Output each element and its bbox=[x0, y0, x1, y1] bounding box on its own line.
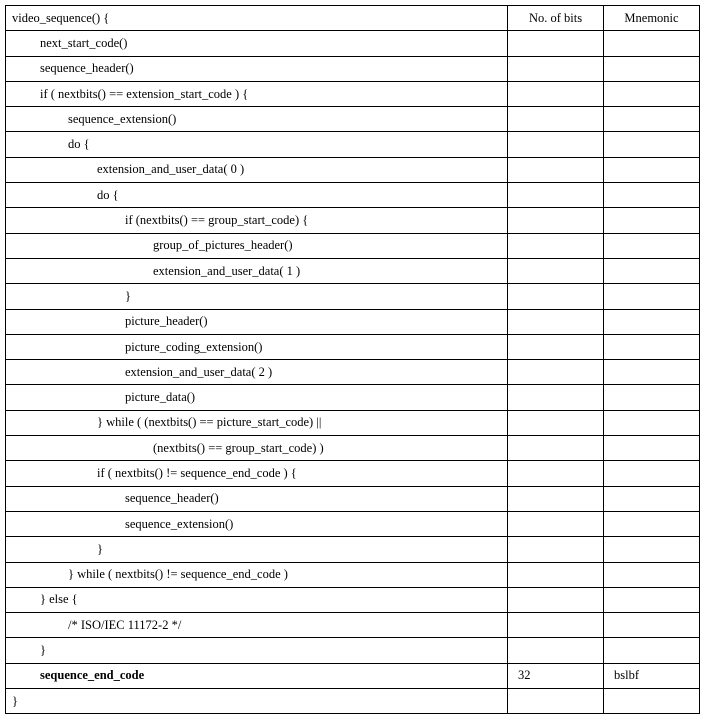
mnemonic-cell: bslbf bbox=[604, 663, 700, 688]
syntax-cell: sequence_header() bbox=[6, 486, 508, 511]
bits-cell bbox=[508, 183, 604, 208]
syntax-header: video_sequence() { bbox=[6, 6, 508, 31]
bits-cell bbox=[508, 613, 604, 638]
mnemonic-cell bbox=[604, 157, 700, 182]
syntax-cell: if ( nextbits() == extension_start_code ) { bbox=[6, 81, 508, 106]
bits-cell bbox=[508, 461, 604, 486]
table-row bbox=[6, 284, 700, 309]
syntax-cell: picture_data() bbox=[6, 385, 508, 410]
mnemonic-cell bbox=[604, 511, 700, 536]
bits-cell bbox=[508, 360, 604, 385]
bits-cell bbox=[508, 511, 604, 536]
bits-cell bbox=[508, 284, 604, 309]
mnemonic-cell bbox=[604, 107, 700, 132]
mnemonic-cell bbox=[604, 410, 700, 435]
mnemonic-cell bbox=[604, 638, 700, 663]
table-row bbox=[6, 81, 700, 106]
table-row bbox=[6, 258, 700, 283]
bits-cell bbox=[508, 436, 604, 461]
syntax-cell: sequence_extension() bbox=[6, 107, 508, 132]
table-row bbox=[6, 638, 700, 663]
syntax-cell: } bbox=[6, 689, 508, 714]
bits-cell bbox=[508, 258, 604, 283]
mnemonic-cell bbox=[604, 562, 700, 587]
table-row bbox=[6, 309, 700, 334]
table-row bbox=[6, 663, 700, 688]
syntax-cell: if (nextbits() == group_start_code) { bbox=[6, 208, 508, 233]
table-row bbox=[6, 31, 700, 56]
bits-cell bbox=[508, 410, 604, 435]
syntax-cell: do { bbox=[6, 183, 508, 208]
mnemonic-cell bbox=[604, 587, 700, 612]
bits-cell bbox=[508, 81, 604, 106]
syntax-cell: picture_header() bbox=[6, 309, 508, 334]
bits-cell bbox=[508, 486, 604, 511]
mnemonic-cell bbox=[604, 233, 700, 258]
bits-header: No. of bits bbox=[508, 6, 604, 31]
mnemonic-cell bbox=[604, 486, 700, 511]
syntax-cell: do { bbox=[6, 132, 508, 157]
bits-cell bbox=[508, 233, 604, 258]
syntax-cell: extension_and_user_data( 0 ) bbox=[6, 157, 508, 182]
table-row bbox=[6, 132, 700, 157]
mnemonic-cell bbox=[604, 208, 700, 233]
mnemonic-cell bbox=[604, 385, 700, 410]
mnemonic-header: Mnemonic bbox=[604, 6, 700, 31]
mnemonic-cell bbox=[604, 309, 700, 334]
syntax-cell: /* ISO/IEC 11172-2 */ bbox=[6, 613, 508, 638]
syntax-cell: sequence_extension() bbox=[6, 511, 508, 536]
table-row bbox=[6, 587, 700, 612]
syntax-cell: (nextbits() == group_start_code) ) bbox=[6, 436, 508, 461]
syntax-cell: } bbox=[6, 284, 508, 309]
mnemonic-cell bbox=[604, 689, 700, 714]
bits-cell bbox=[508, 587, 604, 612]
mnemonic-cell bbox=[604, 132, 700, 157]
syntax-cell: next_start_code() bbox=[6, 31, 508, 56]
mnemonic-cell bbox=[604, 56, 700, 81]
bits-cell bbox=[508, 208, 604, 233]
bits-cell bbox=[508, 537, 604, 562]
table-row bbox=[6, 613, 700, 638]
table-row bbox=[6, 436, 700, 461]
bits-cell: 32 bbox=[508, 663, 604, 688]
syntax-cell: sequence_header() bbox=[6, 56, 508, 81]
syntax-cell: extension_and_user_data( 1 ) bbox=[6, 258, 508, 283]
mnemonic-cell bbox=[604, 183, 700, 208]
table-row bbox=[6, 461, 700, 486]
bits-cell bbox=[508, 107, 604, 132]
video-sequence-syntax-table bbox=[5, 5, 700, 714]
table-row bbox=[6, 385, 700, 410]
table-row bbox=[6, 486, 700, 511]
mnemonic-cell bbox=[604, 360, 700, 385]
bits-cell bbox=[508, 31, 604, 56]
syntax-cell: if ( nextbits() != sequence_end_code ) { bbox=[6, 461, 508, 486]
table-header-row bbox=[6, 6, 700, 31]
syntax-cell: } while ( (nextbits() == picture_start_code) || bbox=[6, 410, 508, 435]
syntax-cell: } bbox=[6, 537, 508, 562]
syntax-cell: extension_and_user_data( 2 ) bbox=[6, 360, 508, 385]
table-row bbox=[6, 562, 700, 587]
bits-cell bbox=[508, 334, 604, 359]
syntax-cell: } else { bbox=[6, 587, 508, 612]
mnemonic-cell bbox=[604, 81, 700, 106]
syntax-cell: } while ( nextbits() != sequence_end_code ) bbox=[6, 562, 508, 587]
bits-cell bbox=[508, 132, 604, 157]
bits-cell bbox=[508, 56, 604, 81]
mnemonic-cell bbox=[604, 461, 700, 486]
table-row bbox=[6, 360, 700, 385]
mnemonic-cell bbox=[604, 31, 700, 56]
bits-cell bbox=[508, 638, 604, 663]
bits-cell bbox=[508, 385, 604, 410]
table-row bbox=[6, 511, 700, 536]
table-row bbox=[6, 208, 700, 233]
bits-cell bbox=[508, 689, 604, 714]
bits-cell bbox=[508, 157, 604, 182]
mnemonic-cell bbox=[604, 613, 700, 638]
mnemonic-cell bbox=[604, 284, 700, 309]
mnemonic-cell bbox=[604, 436, 700, 461]
syntax-cell: group_of_pictures_header() bbox=[6, 233, 508, 258]
bits-cell bbox=[508, 309, 604, 334]
table-row bbox=[6, 183, 700, 208]
table-row bbox=[6, 410, 700, 435]
mnemonic-cell bbox=[604, 258, 700, 283]
table-row bbox=[6, 56, 700, 81]
table-row bbox=[6, 689, 700, 714]
syntax-cell: } bbox=[6, 638, 508, 663]
table-row bbox=[6, 334, 700, 359]
mnemonic-cell bbox=[604, 537, 700, 562]
table-row bbox=[6, 107, 700, 132]
mnemonic-cell bbox=[604, 334, 700, 359]
syntax-cell: picture_coding_extension() bbox=[6, 334, 508, 359]
table-row bbox=[6, 157, 700, 182]
table-row bbox=[6, 537, 700, 562]
syntax-cell: sequence_end_code bbox=[6, 663, 508, 688]
bits-cell bbox=[508, 562, 604, 587]
table-row bbox=[6, 233, 700, 258]
